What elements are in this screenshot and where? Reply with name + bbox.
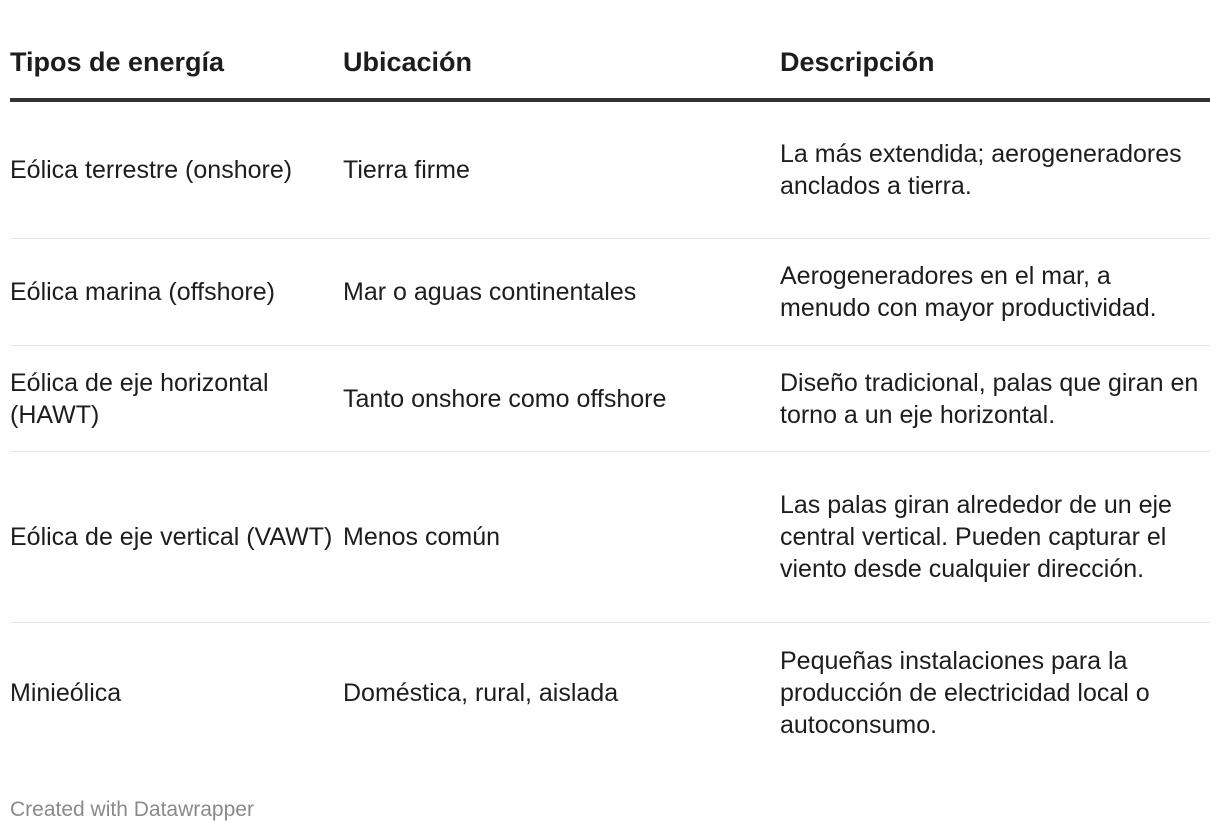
table-cell-description xyxy=(780,346,1210,452)
header-row xyxy=(10,30,1210,100)
table-cell-location xyxy=(343,623,780,764)
cell-text: Las palas giran alrededor de un eje central vertical. Pueden capturar el viento desde cualquier dirección. xyxy=(780,491,1172,583)
table-cell-energy-type xyxy=(10,346,343,452)
table-cell-location xyxy=(343,452,780,623)
column-header-description: Descripción xyxy=(780,30,1210,100)
table-cell-location xyxy=(343,346,780,452)
cell-text: Pequeñas instalaciones para la producción de electricidad local o autoconsumo. xyxy=(780,647,1150,739)
cell-text: Eólica de eje vertical (VAWT) xyxy=(10,523,333,551)
table-cell-description xyxy=(780,452,1210,623)
table-cell-energy-type xyxy=(10,452,343,623)
table-body xyxy=(10,100,1210,763)
cell-text: Tanto onshore como offshore xyxy=(343,384,667,413)
cell-text: Mar o aguas continentales xyxy=(343,278,637,306)
table-cell-location xyxy=(343,100,780,239)
table-row xyxy=(10,346,1210,452)
table-row xyxy=(10,452,1210,623)
cell-text: Minieólica xyxy=(10,679,122,707)
datawrapper-credit: Created with Datawrapper xyxy=(10,798,254,821)
table-cell-description xyxy=(780,239,1210,346)
table-row xyxy=(10,239,1210,346)
table-cell-description xyxy=(780,100,1210,239)
table-header xyxy=(10,30,1210,100)
table-row xyxy=(10,623,1210,764)
table-cell-energy-type xyxy=(10,100,343,239)
cell-text: Aerogeneradores en el mar, a menudo con mayor productividad. xyxy=(780,262,1157,322)
cell-text: Eólica de eje horizontal (HAWT) xyxy=(10,368,269,429)
cell-text: Diseño tradicional, palas que giran en torno a un eje horizontal. xyxy=(780,368,1199,429)
cell-text: Eólica marina (offshore) xyxy=(10,278,275,306)
data-table-container xyxy=(10,30,1210,763)
column-header-location: Ubicación xyxy=(343,30,780,100)
cell-text: Menos común xyxy=(343,523,501,551)
column-header-energy-type: Tipos de energía xyxy=(10,30,343,100)
cell-text: La más extendida; aerogeneradores anclados a tierra. xyxy=(780,140,1182,200)
energy-types-table xyxy=(10,30,1210,763)
cell-text: Doméstica, rural, aislada xyxy=(343,679,619,707)
table-cell-energy-type xyxy=(10,239,343,346)
table-row xyxy=(10,100,1210,239)
cell-text: Eólica terrestre (onshore) xyxy=(10,156,293,184)
table-cell-location xyxy=(343,239,780,346)
table-cell-energy-type xyxy=(10,623,343,764)
table-cell-description xyxy=(780,623,1210,764)
cell-text: Tierra firme xyxy=(343,156,470,184)
